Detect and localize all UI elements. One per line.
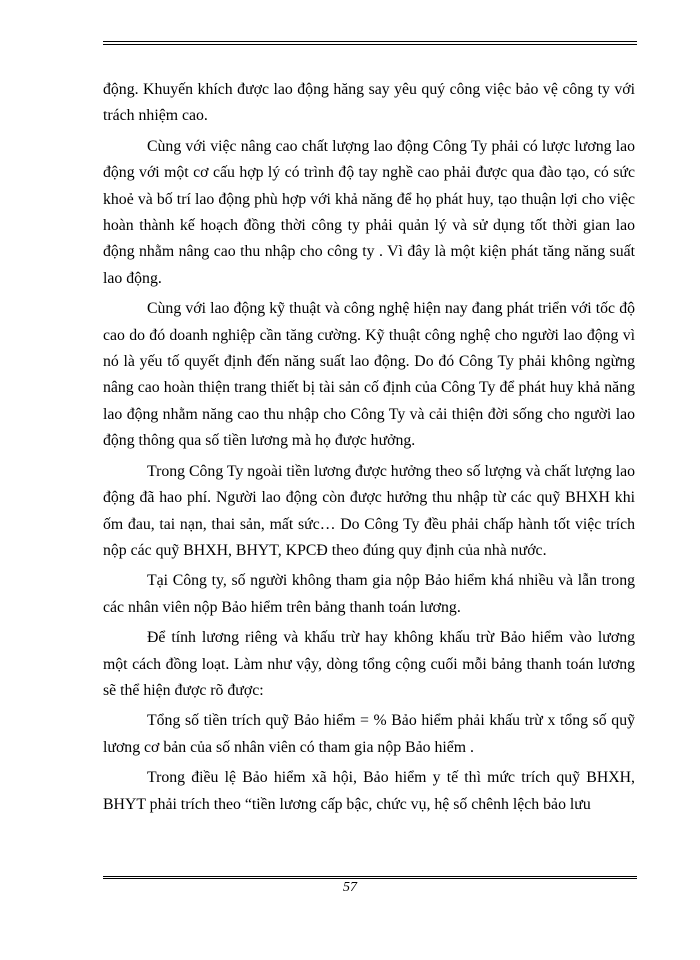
footer-rule xyxy=(103,876,637,879)
page-number: 57 xyxy=(343,880,357,895)
paragraph-technology: Cùng với lao động kỹ thuật và công nghệ hiện nay đang phát triển với tốc độ cao do đó doanh nghiệp cần tăng cường. Kỹ thuật công nghệ cho người lao động vì nó là yếu tố quyết định đến năng suất lao động. Do đó Công Ty phải không ngừng nâng cao hoàn thiện trang thiết bị tài sản cố định của Công Ty để phát huy khả năng lao động nhằm năng cao thu nhập cho Công Ty và cải thiện đời sống cho người lao động thông qua số tiền lương mà họ được hưởng. xyxy=(103,300,635,450)
paragraph-continuation: động. Khuyến khích được lao động hăng say yêu quý công việc bảo vệ công ty với trách nhiệm cao. xyxy=(103,81,635,125)
paragraph-regulation: Trong điều lệ Bảo hiểm xã hội, Bảo hiểm y tế thì mức trích quỹ BHXH, BHYT phải trích theo “tiền lương cấp bậc, chức vụ, hệ số chênh lệch bảo lưu xyxy=(103,769,635,813)
paragraph-payroll-deduction: Để tính lương riêng và khấu trừ hay không khấu trừ Bảo hiểm vào lương một cách đồng loạt. Làm như vậy, dòng tổng cộng cuối mỗi bảng thanh toán lương sẽ thể hiện được rõ được: xyxy=(103,629,635,699)
paragraph-non-participants: Tại Công ty, số người không tham gia nộp Bảo hiểm khá nhiều và lẫn trong các nhân viên nộp Bảo hiểm trên bảng thanh toán lương. xyxy=(103,572,635,616)
paragraph-insurance-funds: Trong Công Ty ngoài tiền lương được hưởng theo số lượng và chất lượng lao động đã hao phí. Người lao động còn được hưởng thu nhập từ các quỹ BHXH khi ốm đau, tai nạn, thai sản, mất sức… Do Công Ty đều phải chấp hành tốt việc trích nộp các quỹ BHXH, BHYT, KPCĐ theo đúng quy định của nhà nước. xyxy=(103,462,636,559)
document-body xyxy=(103,77,635,818)
paragraph-formula: Tổng số tiền trích quỹ Bảo hiểm = % Bảo hiểm phải khấu trừ x tổng số quỹ lương cơ bản của số nhân viên có tham gia nộp Bảo hiểm . xyxy=(103,712,635,756)
paragraph-labor-quality: Cùng với việc nâng cao chất lượng lao động Công Ty phải có lược lương lao động với một cơ cấu hợp lý có trình độ tay nghề cao phải được qua đào tạo, có sức khoẻ và bố trí lao động phù hợp với khả năng để họ phát huy, tạo thuận lợi cho việc hoàn thành kế hoạch đồng thời công ty phải quản lý và sử dụng tốt thời gian lao động nhằm nâng cao thu nhập cho công ty . Vì đây là một kiện phát tăng năng suất lao động. xyxy=(103,137,635,287)
header-rule xyxy=(103,41,637,45)
